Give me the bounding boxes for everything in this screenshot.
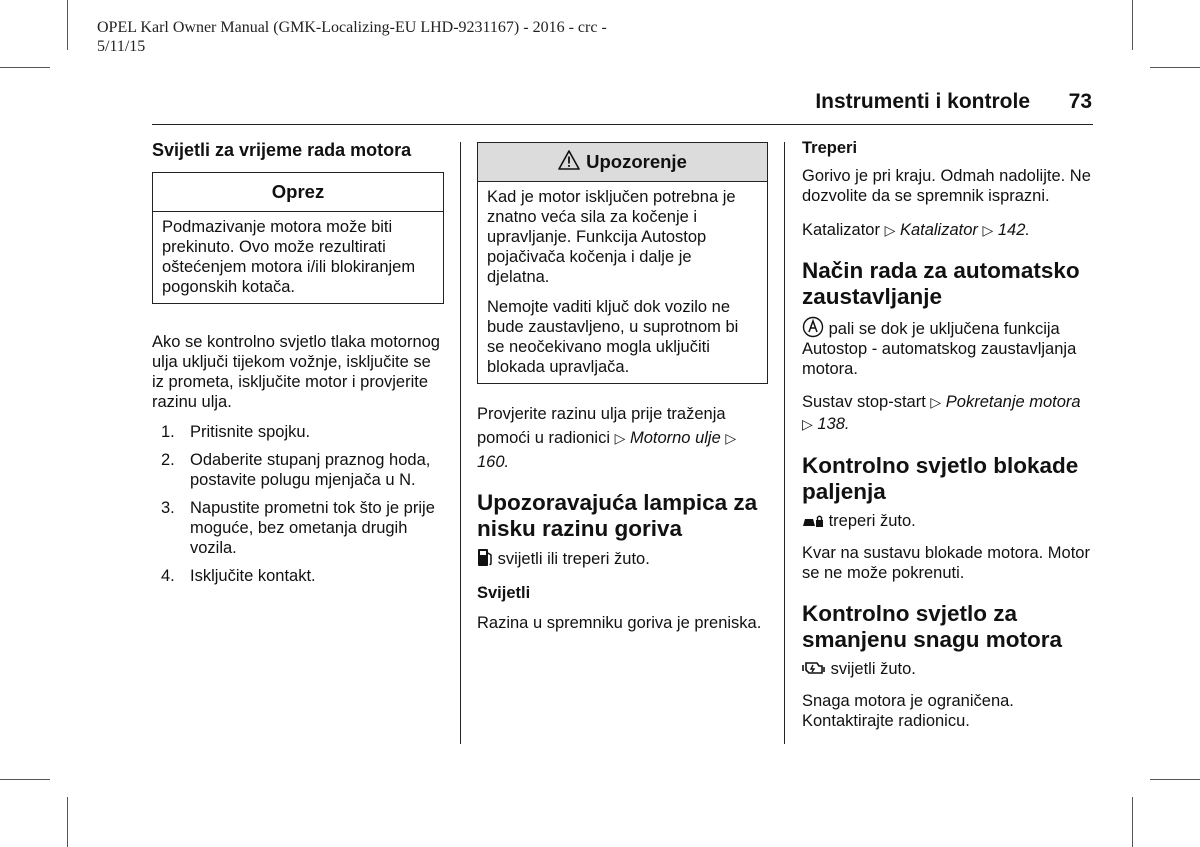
crop-mark — [0, 67, 50, 68]
crop-mark — [1132, 0, 1133, 50]
catalyst-text: Katalizator — [802, 221, 880, 239]
warning-box — [477, 142, 768, 384]
section-heading: Kontrolno svjetlo blokade paljenja — [802, 453, 1079, 504]
warning-paragraph: Kad je motor isključen potrebna je znatno veća sila za kočenje i upravljanje. Funkcija Autostop pojačivača kočenja i dalje je djelatna. — [487, 188, 736, 286]
paragraph — [477, 402, 768, 474]
warning-triangle-icon — [558, 150, 580, 170]
page-number: 73 — [1068, 90, 1092, 113]
subheading: Svijetli — [477, 584, 531, 602]
document-meta — [97, 18, 607, 56]
step-list — [152, 422, 444, 586]
oil-page: 160. — [477, 453, 510, 471]
section-title: Instrumenti i kontrole — [815, 90, 1030, 113]
fuel-text: svijetli ili treperi žuto. — [497, 550, 650, 568]
step-text: Isključite kontakt. — [190, 567, 316, 585]
list-item — [152, 498, 444, 558]
oil-check-text: Provjerite razinu ulja prije traženja pomoći u radionici — [477, 405, 726, 447]
caution-text — [153, 212, 443, 303]
autostop-icon — [802, 316, 824, 338]
reduced-power-icon — [802, 659, 826, 677]
warning-header — [478, 143, 767, 182]
fuel-pump-icon — [477, 548, 493, 567]
caution-box — [152, 172, 444, 304]
list-item — [152, 566, 444, 586]
paragraph — [802, 511, 1094, 531]
catalyst-page: 142. — [997, 221, 1030, 239]
caution-title: Oprez — [153, 173, 443, 212]
page-arrow-icon: ▷ — [802, 416, 813, 432]
autostop-text: pali se dok je uključena funkcija Autostop - automatskog zaustavljanja motora. — [802, 320, 1077, 378]
meta-line: OPEL Karl Owner Manual (GMK-Localizing-EU LHD-9231167) - 2016 - crc - — [97, 19, 607, 36]
page-arrow-icon: ▷ — [982, 222, 994, 238]
column-1 — [152, 140, 444, 594]
step-text: Pritisnite spojku. — [190, 423, 311, 441]
column-2 — [477, 142, 768, 643]
reference-arrow-icon: ▷ — [884, 222, 896, 238]
step-text: Odaberite stupanj praznog hoda, postavite polugu mjenjača u N. — [190, 451, 431, 489]
paragraph — [802, 316, 1094, 379]
paragraph: Kvar na sustavu blokade motora. Motor se ne može pokrenuti. — [802, 544, 1090, 582]
step-number: 3. — [161, 499, 175, 517]
crop-mark — [1150, 67, 1200, 68]
section-heading: Kontrolno svjetlo za smanjenu snagu motora — [802, 601, 1063, 652]
reference-arrow-icon: ▷ — [930, 394, 942, 410]
crop-mark — [0, 779, 50, 780]
step-text: Napustite prometni tok što je prije moguće, bez ometanja drugih vozila. — [190, 499, 435, 557]
stopstart-page: 138. — [817, 415, 850, 433]
reference-arrow-icon: ▷ — [614, 430, 626, 446]
paragraph: Razina u spremniku goriva je preniska. — [477, 614, 762, 632]
list-item — [152, 422, 444, 442]
power-text: svijetli žuto. — [830, 660, 916, 678]
immobilizer-icon — [802, 513, 824, 529]
list-item — [152, 450, 444, 490]
page-arrow-icon: ▷ — [725, 430, 737, 446]
crop-mark — [67, 797, 68, 847]
warning-title: Upozorenje — [586, 151, 687, 172]
step-number: 2. — [161, 451, 175, 469]
column-3 — [802, 138, 1094, 741]
paragraph — [802, 391, 1094, 435]
section-heading: Svijetli za vrijeme rada motora — [152, 140, 412, 160]
paragraph — [802, 220, 1094, 240]
immob-text: treperi žuto. — [828, 512, 916, 530]
paragraph — [477, 548, 768, 569]
warning-text — [478, 182, 767, 383]
paragraph: Gorivo je pri kraju. Odmah nadolijte. Ne dozvolite da se spremnik isprazni. — [802, 167, 1091, 205]
paragraph — [802, 659, 1094, 679]
header-rule — [152, 124, 1093, 125]
section-heading: Upozoravajuća lampica za nisku razinu goriva — [477, 490, 758, 541]
warning-paragraph: Nemojte vaditi ključ dok vozilo ne bude zaustavljeno, u suprotnom bi se neočekivano mogla uključiti blokada upravljača. — [487, 298, 739, 376]
crop-mark — [67, 0, 68, 50]
crop-mark — [1150, 779, 1200, 780]
subheading: Treperi — [802, 139, 858, 157]
caution-paragraph: Podmazivanje motora može biti prekinuto. Ovo može rezultirati oštećenjem motora i/ili blokiranjem pogonskih kotača. — [162, 218, 416, 296]
column-divider — [784, 142, 785, 744]
catalyst-reference: Katalizator — [899, 221, 978, 239]
paragraph: Ako se kontrolno svjetlo tlaka motornog ulja uključi tijekom vožnje, isključite se iz prometa, isključite motor i provjerite razinu ulja. — [152, 333, 440, 411]
column-divider — [460, 142, 461, 744]
stopstart-reference: Pokretanje motora — [945, 393, 1081, 411]
oil-reference: Motorno ulje — [629, 429, 721, 447]
stopstart-text: Sustav stop-start — [802, 393, 926, 411]
step-number: 4. — [161, 567, 175, 585]
section-heading: Način rada za automatsko zaustavljanje — [802, 258, 1080, 309]
step-number: 1. — [161, 423, 175, 441]
paragraph: Snaga motora je ograničena. Kontaktirajte radionicu. — [802, 692, 1014, 730]
meta-date: 5/11/15 — [97, 38, 146, 55]
crop-mark — [1132, 797, 1133, 847]
